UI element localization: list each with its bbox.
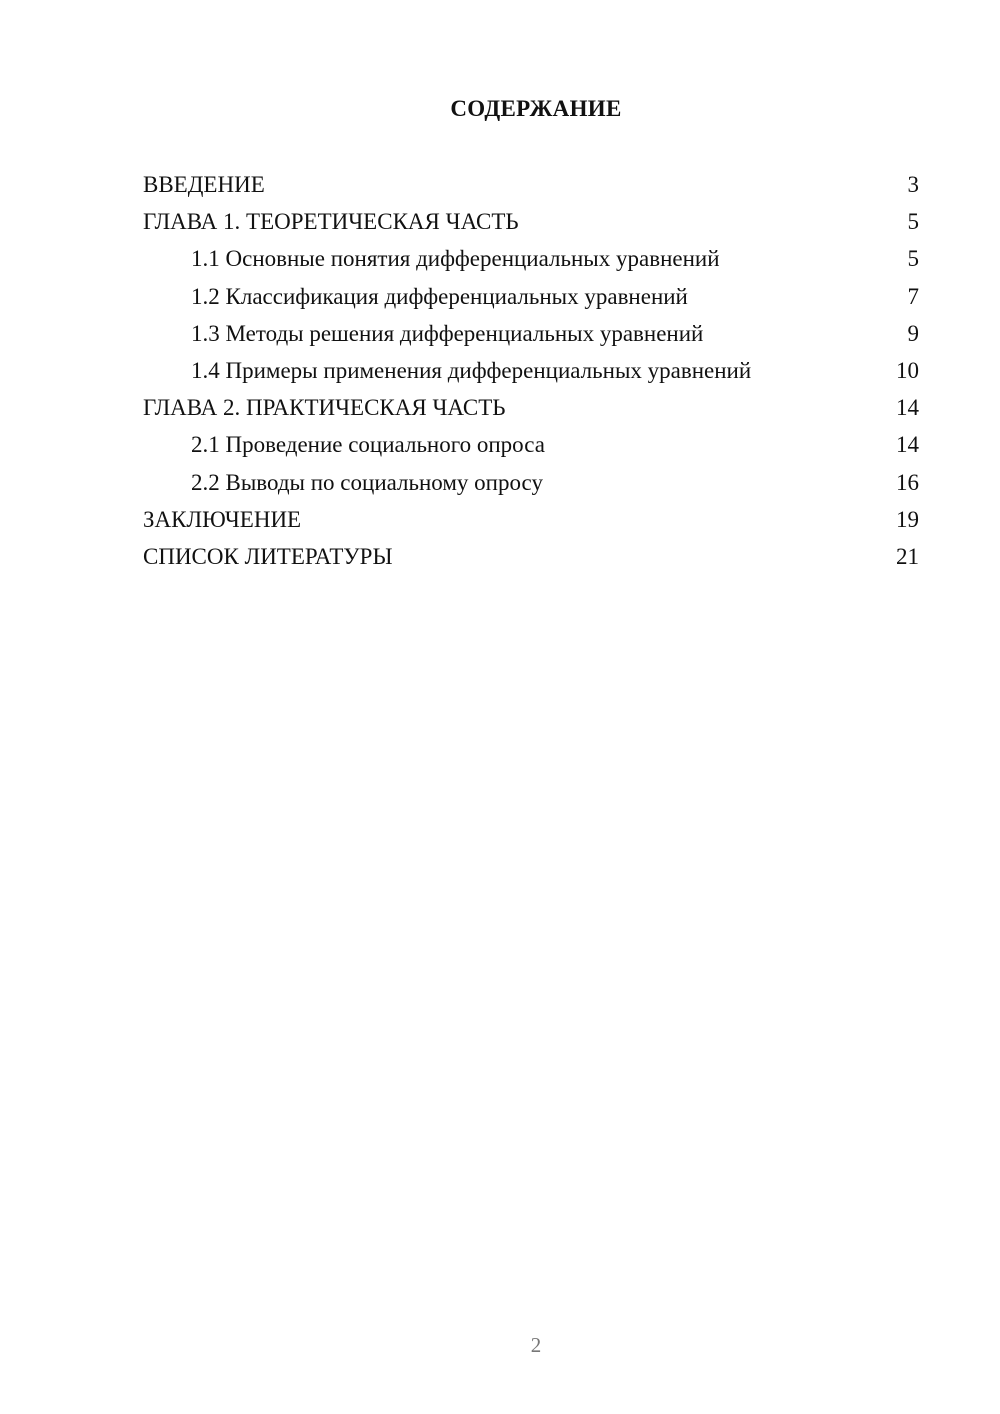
toc-entry-page-number: 10 xyxy=(896,357,919,383)
toc-entry-section-2-2[interactable] xyxy=(143,466,919,503)
toc-entry-page-number: 9 xyxy=(907,320,919,346)
toc-entry-page-number: 5 xyxy=(907,246,919,272)
toc-title: СОДЕРЖАНИЕ xyxy=(450,96,622,121)
toc-entry-page-number: 19 xyxy=(896,506,919,532)
toc-entry-section-1-2[interactable] xyxy=(143,280,919,317)
toc-entry-page-number: 7 xyxy=(907,283,919,309)
toc-entry-label: ГЛАВА 1. ТЕОРЕТИЧЕСКАЯ ЧАСТЬ xyxy=(143,209,519,235)
toc-entry-chapter-2[interactable] xyxy=(143,391,919,428)
toc-entry-page-number: 5 xyxy=(907,209,919,235)
toc-entry-label: ГЛАВА 2. ПРАКТИЧЕСКАЯ ЧАСТЬ xyxy=(143,395,506,421)
toc-entry-page-number: 3 xyxy=(907,172,919,197)
page-number: 2 xyxy=(530,1333,542,1357)
toc-entry-chapter-1[interactable] xyxy=(143,205,919,242)
toc-entry-section-2-1[interactable] xyxy=(143,428,919,465)
toc-entry-section-1-4[interactable] xyxy=(143,354,919,391)
toc-entry-label: ВВЕДЕНИЕ xyxy=(143,172,265,197)
toc-entry-page-number: 14 xyxy=(896,395,919,421)
toc-entry-references[interactable] xyxy=(143,540,919,577)
toc-entry-label: СПИСОК ЛИТЕРАТУРЫ xyxy=(143,543,393,569)
toc-entry-section-1-1[interactable] xyxy=(143,242,919,279)
toc-entry-label: 1.1 Основные понятия дифференциальных уравнений xyxy=(191,246,720,272)
toc-entry-section-1-3[interactable] xyxy=(143,317,919,354)
toc-entry-label: 1.3 Методы решения дифференциальных уравнений xyxy=(191,320,704,346)
toc-entry-label: 2.2 Выводы по социальному опросу xyxy=(191,469,543,495)
toc-entry-page-number: 16 xyxy=(896,469,919,495)
toc-entry-label: 2.1 Проведение социального опроса xyxy=(191,432,545,458)
toc-entry-label: 1.2 Классификация дифференциальных уравнений xyxy=(191,283,688,309)
toc-entry-label: 1.4 Примеры применения дифференциальных уравнений xyxy=(191,357,752,383)
toc-entry-label: ЗАКЛЮЧЕНИЕ xyxy=(143,506,302,532)
toc-entry-page-number: 21 xyxy=(896,543,919,569)
toc-entry-conclusion[interactable] xyxy=(143,503,919,540)
toc-entry-page-number: 14 xyxy=(896,432,919,458)
toc-entry-introduction[interactable] xyxy=(143,168,919,205)
table-of-contents xyxy=(143,168,919,577)
